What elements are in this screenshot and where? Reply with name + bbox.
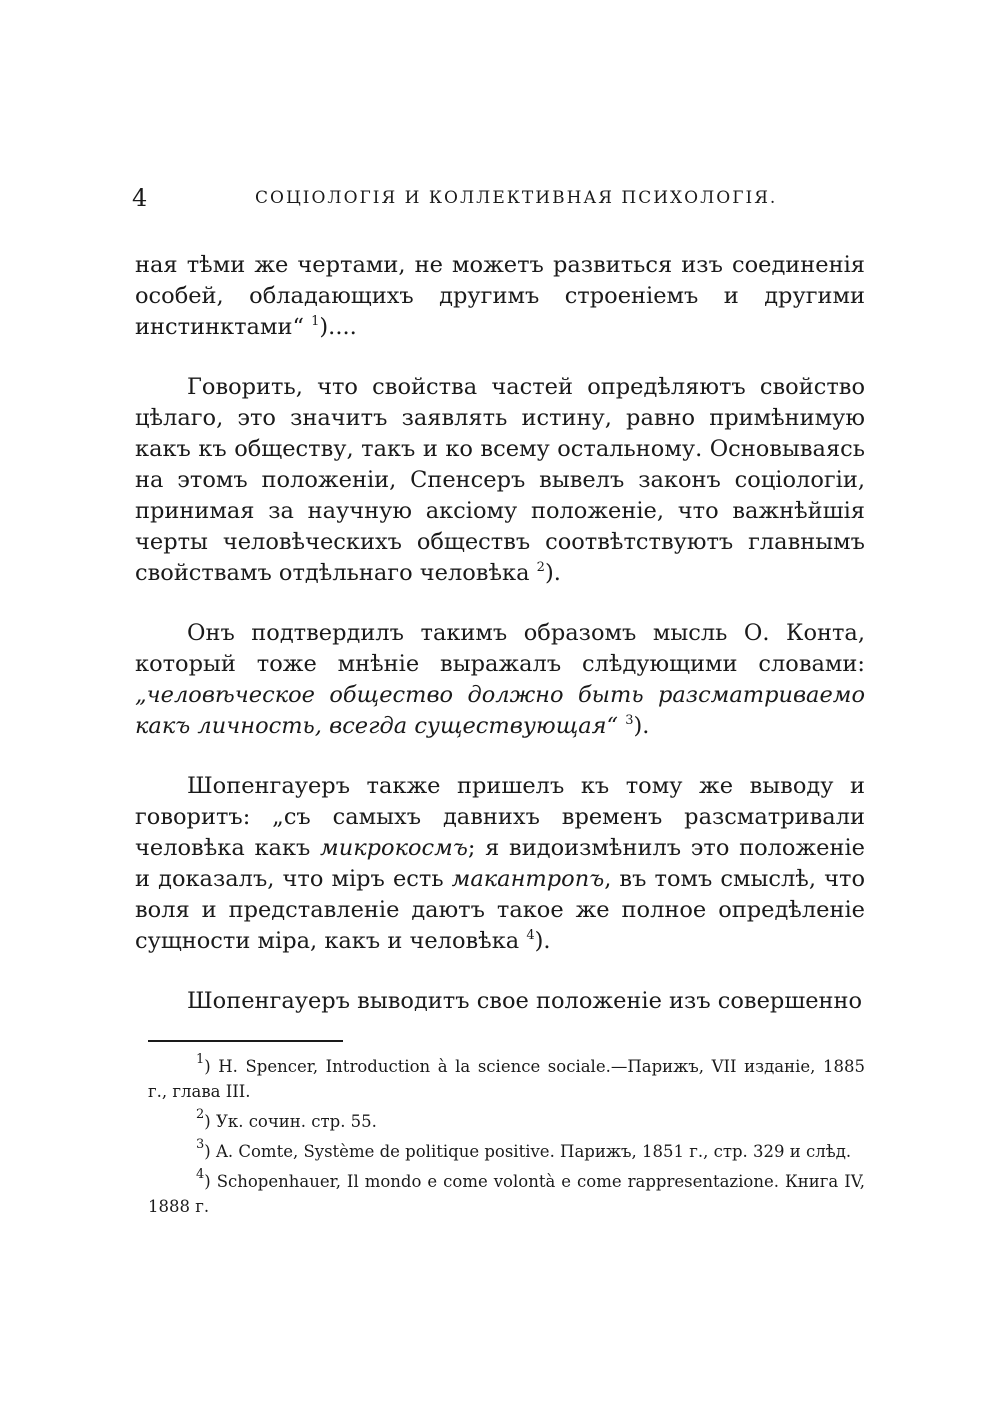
paragraph-4-text-c: , въ томъ смыслѣ, что воля и представленіе даютъ такое же полное опредѣленіе сущности міра, какъ и человѣка <box>135 866 865 954</box>
footnotes <box>148 1054 865 1224</box>
footnote-3 <box>148 1139 865 1164</box>
footnote-mark: 2 <box>196 1107 205 1122</box>
paragraph-2-text: Говорить, что свойства частей опредѣляютъ свойство цѣлаго, это значитъ заявлять истину, равно примѣнимую какъ къ обществу, такъ и ко всему остальному. Основываясь на этомъ положеніи, Спенсеръ вывелъ законъ соціологіи, принимая за научную аксіому положеніе, что важнѣйшія черты человѣческихъ обществъ соотвѣтствуютъ главнымъ свойствамъ отдѣльнаго человѣка <box>135 374 865 586</box>
footnote-text: ) H. Spencer, Introduction à la science sociale.—Парижъ, VII изданіе, 1885 г., глава III. <box>148 1057 865 1101</box>
footnote-mark: 3 <box>196 1137 205 1152</box>
paragraph-4-italic-a: микрокосмъ <box>320 835 468 861</box>
paragraph-5 <box>135 986 865 1017</box>
footnote-text: ) Schopenhauer, Il mondo e come volontà e come rappresentazione. Книга IV, 1888 г. <box>148 1172 865 1216</box>
footnote-text: ) A. Comte, Système de politique positive. Парижъ, 1851 г., стр. 329 и слѣд. <box>204 1142 852 1161</box>
footnote-mark: 4 <box>196 1167 205 1182</box>
paragraph-3-tail: ). <box>633 713 650 739</box>
footnote-ref-3: 3 <box>625 713 634 728</box>
paragraph-3-text: Онъ подтвердилъ такимъ образомъ мысль О. Конта, который тоже мнѣніе выражалъ слѣдующими словами: <box>135 620 865 677</box>
paragraph-5-text: Шопенгауеръ выводитъ свое положеніе изъ совершенно <box>187 988 863 1014</box>
paragraph-4 <box>135 771 865 957</box>
paragraph-4-italic-b: макантропъ <box>451 866 605 892</box>
footnote-ref-2: 2 <box>536 560 545 575</box>
footnote-ref-4: 4 <box>526 928 535 943</box>
paragraph-2-tail: ). <box>544 560 561 586</box>
body-text <box>135 250 865 1017</box>
footnote-mark: 1 <box>196 1052 205 1067</box>
footnote-2 <box>148 1109 865 1134</box>
paragraph-4-text-b: ; я видоизмѣнилъ это положеніе и доказалъ, что міръ есть <box>135 835 865 892</box>
paragraph-3 <box>135 618 865 742</box>
page-number: 4 <box>132 184 148 212</box>
footnote-4 <box>148 1169 865 1219</box>
paragraph-2 <box>135 372 865 589</box>
footnote-1 <box>148 1054 865 1104</box>
paragraph-4-tail: ). <box>534 928 551 954</box>
footnote-text: ) Ук. сочин. стр. 55. <box>204 1112 377 1131</box>
paragraph-3-quote: „человѣческое общество должно быть разсматриваемо какъ личность, всегда существующая“ <box>135 682 865 739</box>
paragraph-1 <box>135 250 865 343</box>
footnote-ref-1: 1 <box>311 314 320 329</box>
paragraph-4-text-a: Шопенгауеръ также пришелъ къ тому же выводу и говоритъ: „съ самыхъ давнихъ временъ разсматривали человѣка какъ <box>135 773 865 861</box>
footnote-divider <box>148 1040 343 1042</box>
paragraph-1-text: ная тѣми же чертами, не можетъ развиться изъ соединенія особей, обладающихъ другимъ строеніемъ и другими инстинктами“ <box>135 252 865 340</box>
paragraph-1-tail: ).... <box>319 314 357 340</box>
running-title: СОЦІОЛОГІЯ И КОЛЛЕКТИВНАЯ ПСИХОЛОГІЯ. <box>255 188 778 208</box>
